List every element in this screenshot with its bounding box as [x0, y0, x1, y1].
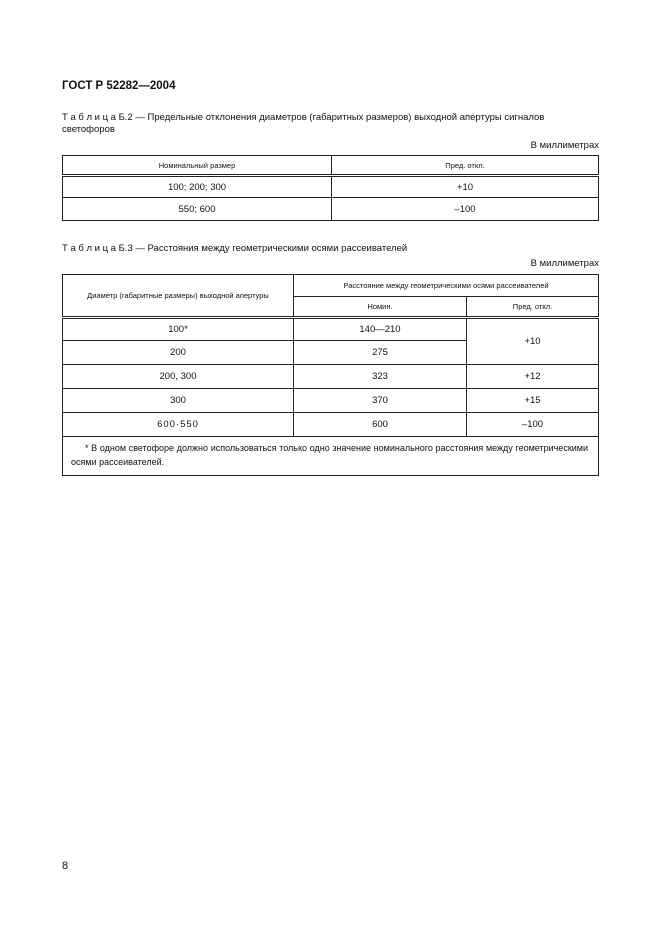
footnote-text: * В одном светофоре должно использоваться только одно значение номинального расстояния между геометрическими осями рассеивателей. [71, 443, 588, 467]
document-id: ГОСТ Р 52282—2004 [62, 80, 176, 92]
table-header: Диаметр (габаритные размеры) выходной апертуры [63, 275, 294, 318]
table-row [63, 198, 599, 221]
table-row [63, 413, 599, 437]
table-cell: 275 [294, 341, 467, 365]
table-row [63, 176, 599, 198]
table-b2-caption: Т а б л и ц а Б.2 — Предельные отклонения диаметров (габаритных размеров) выходной апертуры сигналов светофоров [62, 112, 545, 135]
table-cell: 600 [294, 413, 467, 437]
table-b3-caption: Т а б л и ц а Б.3 — Расстояния между геометрическими осями рассеивателей [62, 243, 408, 254]
table-cell: +12 [467, 365, 599, 389]
table-cell: –100 [467, 413, 599, 437]
table-footnote [63, 437, 599, 476]
page-number: 8 [62, 860, 69, 872]
table-b2 [62, 155, 599, 221]
table-cell: 100; 200; 300 [63, 176, 332, 198]
table-row [63, 318, 599, 341]
table-b3 [62, 274, 599, 476]
table-cell: 100* [63, 318, 294, 341]
table-cell: +15 [467, 389, 599, 413]
table-cell: 600·550 [63, 413, 294, 437]
table-header: Номинальный размер [63, 156, 332, 176]
table-row [63, 365, 599, 389]
table-cell: 300 [63, 389, 294, 413]
table-header: Пред. откл. [332, 156, 599, 176]
table-b3-unit: В миллиметрах [530, 258, 599, 269]
table-cell: –100 [332, 198, 599, 221]
table-header: Пред. откл. [467, 297, 599, 318]
table-cell: +10 [332, 176, 599, 198]
table-cell: 323 [294, 365, 467, 389]
table-header: Номин. [294, 297, 467, 318]
table-cell: 140—210 [294, 318, 467, 341]
table-header-group: Расстояние между геометрическими осями рассеивателей [294, 275, 599, 297]
table-cell: 200 [63, 341, 294, 365]
table-row [63, 389, 599, 413]
table-cell: +10 [467, 318, 599, 365]
table-cell: 550; 600 [63, 198, 332, 221]
table-cell: 370 [294, 389, 467, 413]
table-cell: 200, 300 [63, 365, 294, 389]
table-b2-unit: В миллиметрах [530, 140, 599, 151]
